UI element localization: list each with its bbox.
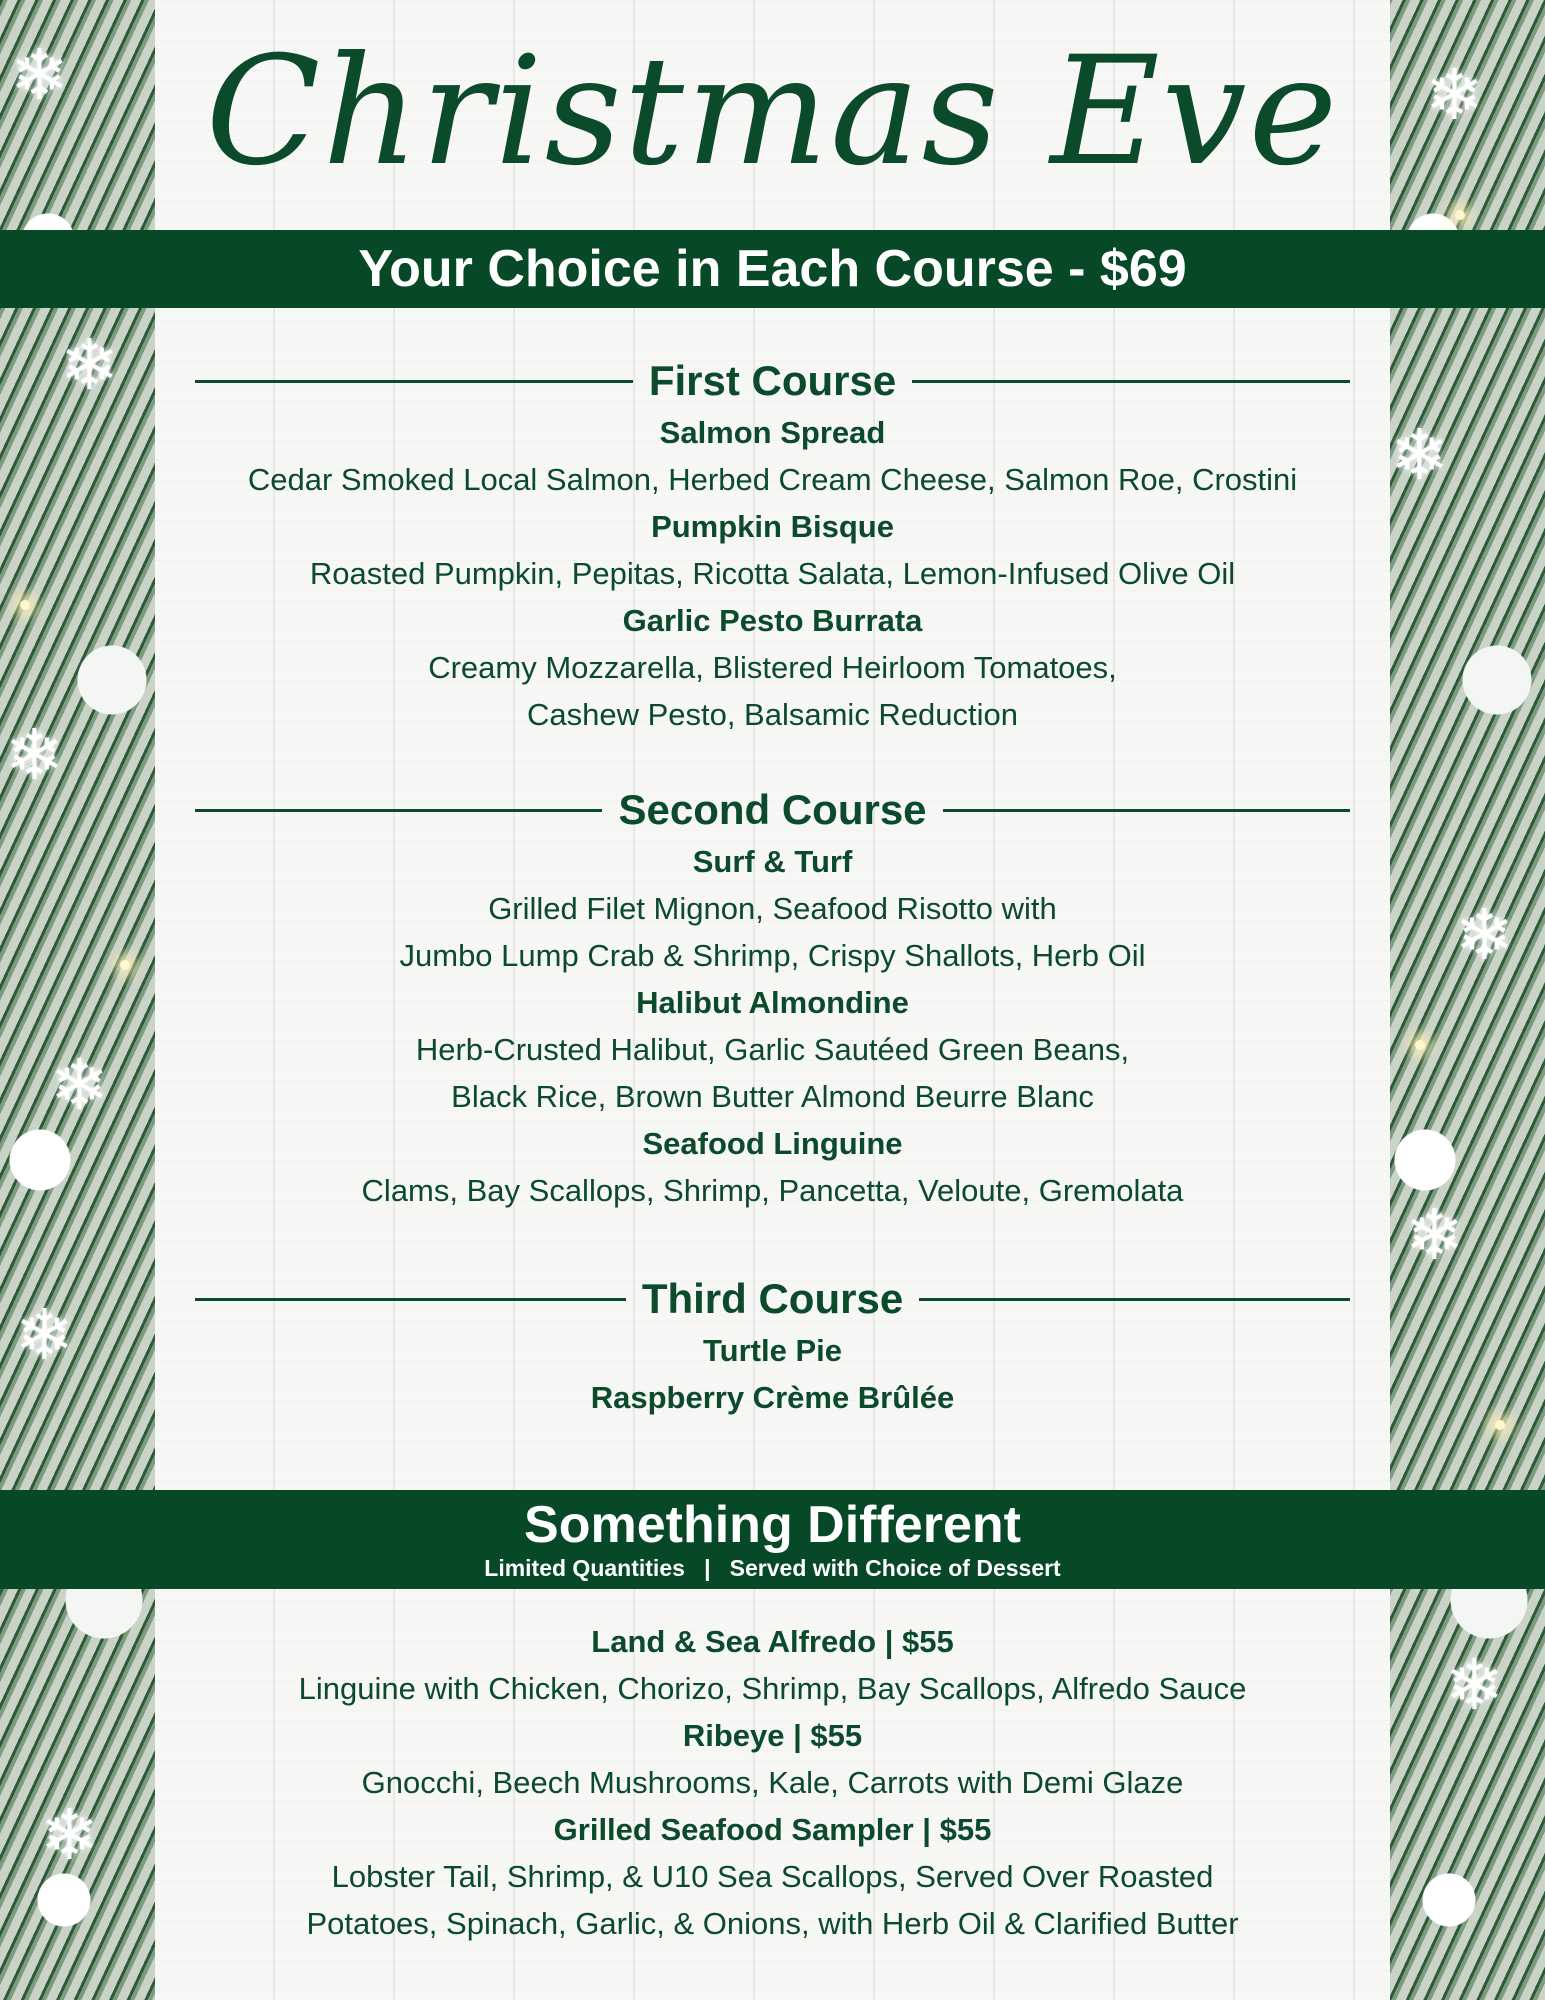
divider-line [195,380,633,383]
dish-description: Clams, Bay Scallops, Shrimp, Pancetta, Veloute, Gremolata [361,1173,1184,1208]
dish-description: Gnocchi, Beech Mushrooms, Kale, Carrots with Demi Glaze [361,1765,1184,1800]
dish-description: Cashew Pesto, Balsamic Reduction [526,697,1019,732]
page-title: Christmas Eve [205,25,1340,199]
dish-name: Grilled Seafood Sampler | $55 [553,1812,992,1847]
special-section [195,1618,1350,1947]
snowflake-icon: ❄ [1390,414,1449,496]
dish-name: Raspberry Crème Brûlée [590,1380,955,1415]
snowflake-icon: ❄ [50,1044,109,1126]
course-section-second [195,782,1350,1214]
special-subtitle: Limited Quantities | Served with Choice of Dessert [484,1555,1061,1581]
fairy-light [1415,1040,1425,1050]
course-heading [195,353,1350,409]
fairy-light [20,600,30,610]
snowflake-icon: ❄ [60,324,119,406]
course-heading [195,1271,1350,1327]
dish-description: Linguine with Chicken, Chorizo, Shrimp, Bay Scallops, Alfredo Sauce [298,1671,1247,1706]
dish-name: Land & Sea Alfredo | $55 [591,1624,954,1659]
course-title: First Course [648,357,897,404]
dish-description: Lobster Tail, Shrimp, & U10 Sea Scallops, Served Over Roasted [331,1859,1214,1894]
divider-line [943,809,1350,812]
fairy-light [120,960,130,970]
fairy-light [1495,1420,1505,1430]
dish-name: Salmon Spread [659,415,886,450]
divider-line [919,1298,1350,1301]
snowflake-icon: ❄ [1425,54,1484,136]
snowflake-icon: ❄ [1405,1194,1464,1276]
course-section-third [195,1271,1350,1421]
dish-description: Black Rice, Brown Butter Almond Beurre Blanc [451,1079,1094,1114]
dish-description: Creamy Mozzarella, Blistered Heirloom Tomatoes, [428,650,1117,685]
dish-description: Roasted Pumpkin, Pepitas, Ricotta Salata, Lemon-Infused Olive Oil [309,556,1236,591]
dish-name: Ribeye | $55 [682,1718,863,1753]
snowflake-icon: ❄ [1445,1644,1504,1726]
divider-line [195,1298,626,1301]
snowflake-icon: ❄ [10,34,69,116]
dish-description: Cedar Smoked Local Salmon, Herbed Cream Cheese, Salmon Roe, Crostini [247,462,1298,497]
dish-name: Seafood Linguine [642,1126,903,1161]
dish-description: Jumbo Lump Crab & Shrimp, Crispy Shallots, Herb Oil [399,938,1146,973]
dish-name: Surf & Turf [692,844,853,879]
snowflake-icon: ❄ [1455,894,1514,976]
dish-name: Halibut Almondine [636,985,909,1020]
dish-name: Garlic Pesto Burrata [622,603,923,638]
snowflake-icon: ❄ [15,1294,74,1376]
course-title: Second Course [618,786,927,833]
divider-line [195,809,602,812]
course-heading [195,782,1350,838]
course-section-first [195,353,1350,738]
special-title: Something Different [524,1496,1021,1554]
divider-line [912,380,1350,383]
dish-name: Turtle Pie [703,1333,842,1368]
dish-description: Herb-Crusted Halibut, Garlic Sautéed Green Beans, [415,1032,1130,1067]
dish-description: Potatoes, Spinach, Garlic, & Onions, with Herb Oil & Clarified Butter [306,1906,1239,1941]
fairy-light [1455,210,1465,220]
snowflake-icon: ❄ [40,1794,99,1876]
special-banner [0,1490,1545,1589]
price-banner-text: Your Choice in Each Course - $69 [358,240,1187,298]
price-banner [0,230,1545,308]
course-title: Third Course [641,1275,904,1322]
dish-description: Grilled Filet Mignon, Seafood Risotto with [488,891,1057,926]
dish-name: Pumpkin Bisque [651,509,894,544]
snowflake-icon: ❄ [5,714,64,796]
